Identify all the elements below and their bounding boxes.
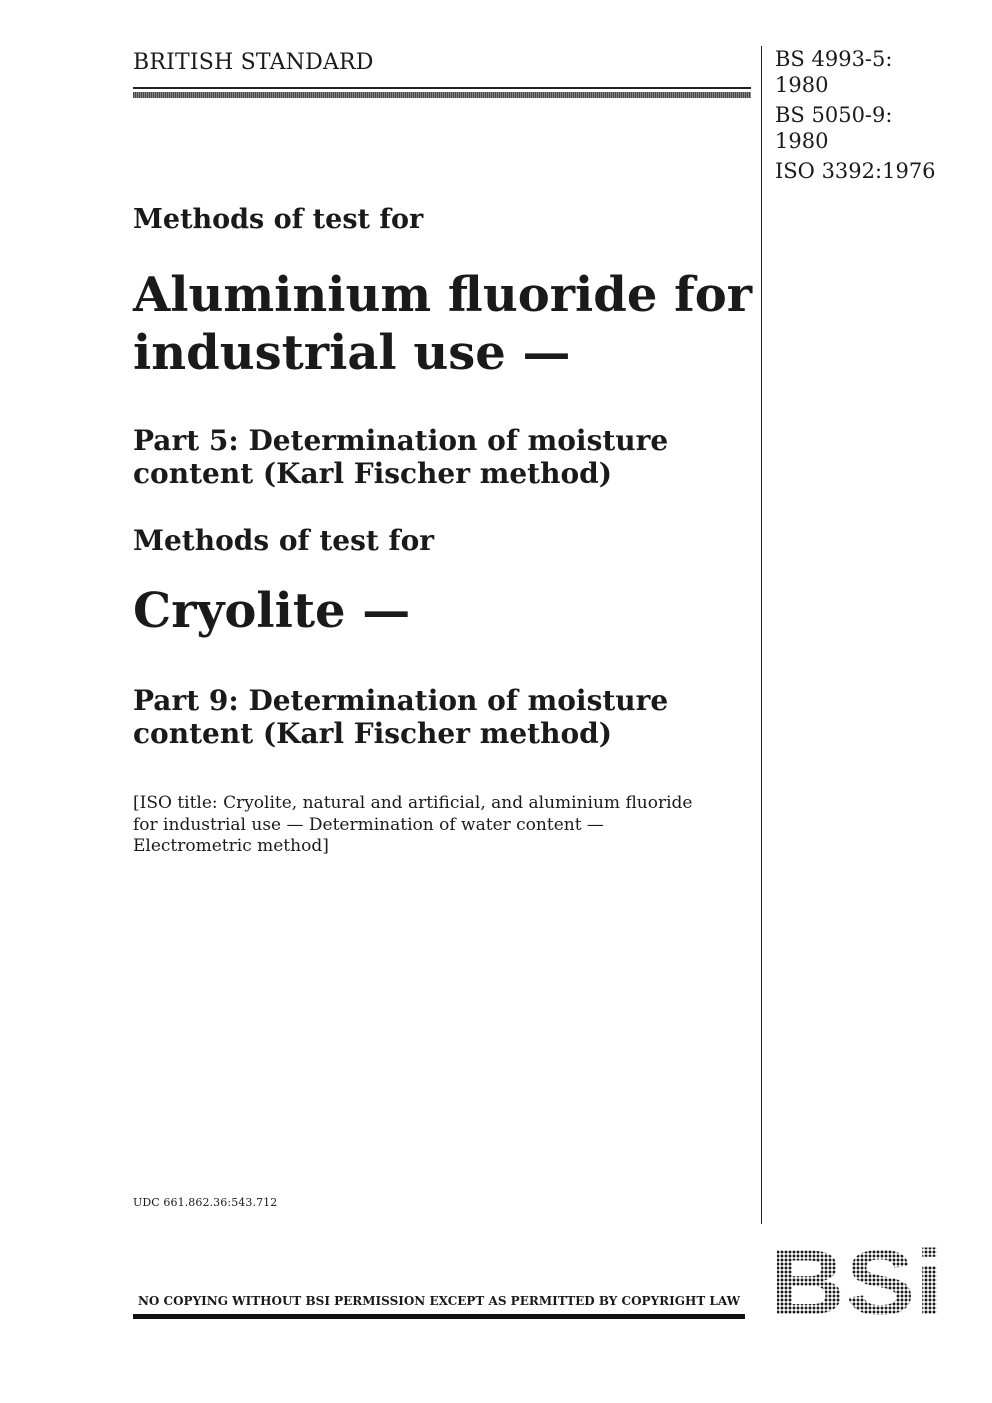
iso-note-line: [ISO title: Cryolite, natural and artificial, and aluminium fluoride <box>133 793 693 813</box>
intro-text: Methods of test for <box>133 204 424 235</box>
header-label: BRITISH STANDARD <box>133 50 374 75</box>
standard-number: BS 4993-5: <box>775 47 893 71</box>
header-rule-thick <box>133 92 751 98</box>
title-line: Aluminium fluoride for <box>133 267 753 323</box>
column-divider <box>761 46 762 1224</box>
title-line: industrial use — <box>133 325 571 381</box>
part-title-line: Part 5: Determination of moisture <box>133 424 669 457</box>
standard-number: ISO 3392:1976 <box>775 159 936 183</box>
part-9-title <box>133 684 668 750</box>
header-rule-thin <box>133 87 751 89</box>
part-title-line: content (Karl Fischer method) <box>133 457 612 490</box>
footer-rule <box>133 1314 745 1319</box>
intro-text-2: Methods of test for <box>133 524 434 557</box>
iso-note-line: Electrometric method] <box>133 836 329 856</box>
iso-note-line: for industrial use — Determination of water content — <box>133 814 604 835</box>
standard-numbers <box>775 46 936 184</box>
standard-number: 1980 <box>775 73 829 97</box>
part-title-line: Part 9: Determination of moisture <box>133 684 669 717</box>
part-5-title <box>133 424 668 490</box>
iso-title-note <box>133 793 693 858</box>
header-rule <box>133 87 751 99</box>
main-title-aluminium <box>133 266 752 382</box>
part-title-line: content (Karl Fischer method) <box>133 717 612 750</box>
standard-number: BS 5050-9: <box>775 103 893 127</box>
udc-code: UDC 661.862.36:543.712 <box>133 1196 278 1209</box>
bsi-logo <box>768 1242 946 1320</box>
main-title-cryolite: Cryolite — <box>133 583 411 639</box>
standard-number: 1980 <box>775 129 829 153</box>
copyright-notice: NO COPYING WITHOUT BSI PERMISSION EXCEPT AS PERMITTED BY COPYRIGHT LAW <box>137 1294 741 1308</box>
